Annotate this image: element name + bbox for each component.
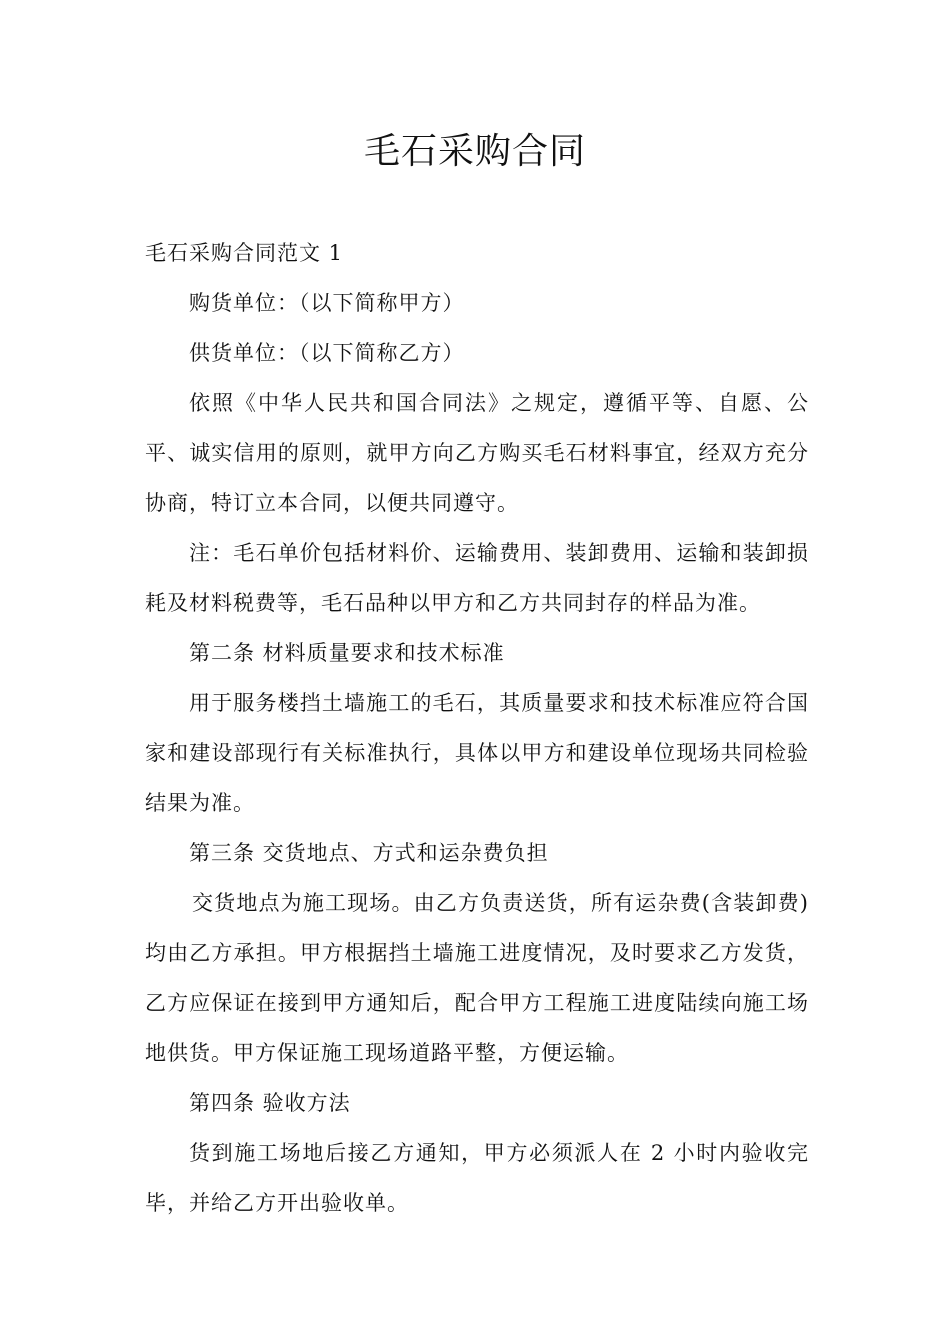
article-4-body: 货到施工场地后接乙方通知，甲方必须派人在 2 小时内验收完毕，并给乙方开出验收单。	[145, 1141, 809, 1215]
article-2-heading: 第二条 材料质量要求和技术标准	[189, 641, 505, 665]
subtitle-paragraph: 毛石采购合同范文 1	[145, 241, 344, 265]
article-3-heading: 第三条 交货地点、方式和运杂费负担	[189, 841, 549, 865]
note-paragraph: 注：毛石单价包括材料价、运输费用、装卸费用、运输和装卸损耗及材料税费等，毛石品种以甲方和乙方共同封存的样品为准。	[145, 541, 809, 615]
buyer-line: 购货单位：（以下简称甲方）	[189, 291, 465, 315]
article-2-body: 用于服务楼挡土墙施工的毛石，其质量要求和技术标准应符合国家和建设部现行有关标准执行，具体以甲方和建设单位现场共同检验结果为准。	[145, 691, 809, 815]
article-3-body: 交货地点为施工现场。由乙方负责送货，所有运杂费(含装卸费)均由乙方承担。甲方根据挡土墙施工进度情况，及时要求乙方发货，乙方应保证在接到甲方通知后，配合甲方工程施工进度陆续向施工场地供货。甲方保证施工现场道路平整，方便运输。	[145, 891, 809, 1065]
preamble-paragraph: 依照《中华人民共和国合同法》之规定，遵循平等、自愿、公平、诚实信用的原则，就甲方向乙方购买毛石材料事宜，经双方充分协商，特订立本合同，以便共同遵守。	[145, 391, 809, 515]
article-4-heading: 第四条 验收方法	[189, 1091, 351, 1115]
document-title: 毛石采购合同	[363, 131, 586, 172]
document-body	[145, 228, 809, 1228]
supplier-line: 供货单位：（以下简称乙方）	[189, 341, 465, 365]
